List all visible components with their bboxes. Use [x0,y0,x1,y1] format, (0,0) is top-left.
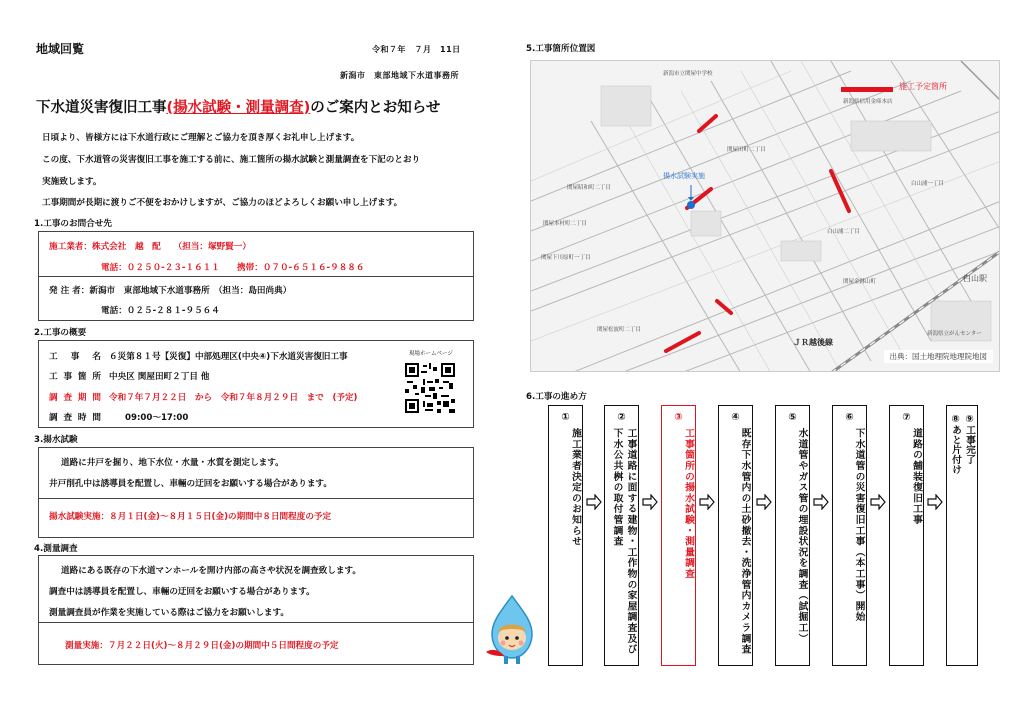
map-label: 関屋昭和町二丁目 [567,185,612,191]
survey-paragraph-1: 道路にある既存の下水道マンホールを開け内部の高さや状況を調査致します。 [61,566,361,576]
intro-paragraph-2b: 実施致します。 [42,177,102,187]
step-5: ⑤ 水道管やガス管の埋設状況を調査（試掘工） [775,405,810,666]
survey-paragraph-3: 測量調査員が作業を実施している際はご協力をお願いします。 [49,608,289,618]
map-label-station: 白山駅 [963,274,987,283]
map-label: 新潟県立がんセンター [927,331,982,337]
bulletin-label: 地域回覧 [36,42,85,56]
step-8-num: ⑧ [950,414,961,425]
map-label: 関屋松波町二丁目 [597,327,642,333]
arrow-right-icon [756,494,772,510]
section-survey-heading: 4.測量調査 [34,544,78,554]
title-highlight: (揚水試験・測量調査) [166,100,311,116]
map-legend: 施工予定箇所 [899,82,947,91]
client-line: 発 注 者：新潟市 東部地域下水道事務所 （担当：島田尚典） [49,286,292,296]
map-label: 白山浦一丁目 [911,181,945,187]
arrow-right-icon [699,494,715,510]
mascot-icon [482,594,542,666]
issue-date: 令和７年 ７月 11日 [372,45,461,54]
step-9-text: 工事完了 [964,425,975,465]
work-site-label: 工事箇所 [49,372,101,382]
map-label: 白山浦二丁目 [827,229,861,235]
survey-schedule: 測量実施：７月２２日(火)～８月２９日(金)の期間中５日間程度の予定 [65,641,339,651]
qr-label: 現場ホームページ [409,351,453,357]
step-3: ③ 工事箇所の揚水試験・測量調査 [661,405,696,666]
qr-code-icon[interactable] [405,363,455,413]
map-label: 新潟県信用金庫本店 [843,99,893,105]
pump-divider [39,498,473,499]
arrow-right-icon [586,494,602,510]
section-steps-heading: 6.工事の進め方 [526,392,587,402]
step-9-num: ⑨ [964,414,975,425]
step-8-9 [946,405,978,666]
step-2: ② 工事道路に面する建物・工作物の家屋調査及び下水公共桝の取付管調査 [604,405,639,666]
map-label: 関屋田町二丁目 [727,147,766,153]
arrow-right-icon [927,494,943,510]
arrow-right-icon [642,494,658,510]
section-pump-heading: 3.揚水試験 [34,435,78,445]
legend-line [841,87,893,92]
page-title [36,96,440,117]
survey-time-value: 09:00～17:00 [125,413,189,423]
location-map[interactable] [530,60,1000,372]
title-prefix: 下水道災害復旧工事 [36,100,167,116]
pump-test-label: 揚水試験実施 [663,172,705,180]
overview-box [38,340,474,428]
map-label: 関屋本村町二丁目 [543,221,588,227]
step-4: ④ 既存下水管内の土砂撤去・洗浄管内カメラ調査 [718,405,753,666]
step-7: ⑦ 道路の舗装復旧工事 [889,405,924,666]
work-name-value: ６災第８１号【災復】中部処理区(中央④)下水道災害復旧工事 [109,352,348,362]
pump-test-box [38,447,474,538]
map-label: 関屋下川原町一丁目 [541,255,591,261]
section-contact-heading: 1.工事のお問合せ先 [34,219,112,229]
map-label-railway: ＪＲ越後線 [793,338,833,347]
issuer: 新潟市 東部地域下水道事務所 [340,71,459,80]
survey-period-value: 令和７年７月２２日 から 令和７年８月２９日 まで (予定) [109,393,358,403]
arrow-right-icon [813,494,829,510]
contact-box [38,231,474,321]
survey-paragraph-2: 調査中は誘導員を配置し、車輛の迂回をお願いする場合があります。 [49,587,315,597]
survey-box [38,555,474,665]
work-name-label: 工事名 [49,352,101,362]
pump-paragraph-2: 井戸削孔中は誘導員を配置し、車輛の迂回をお願いする場合があります。 [49,479,332,489]
intro-paragraph-3: 工事期間が長期に渡りご不便をおかけしますが、ご協力のほどよろしくお願い申し上げます。 [42,198,403,208]
survey-period-label: 調査期間 [49,393,101,403]
title-suffix: のご案内とお知らせ [310,100,441,116]
map-label: 新潟市立関屋中学校 [663,71,713,77]
section-map-heading: 5.工事箇所位置図 [526,44,596,54]
work-site-value: 中央区 関屋田町２丁目 他 [109,372,210,382]
pump-paragraph-1: 道路に井戸を掘り、地下水位・水量・水質を測定します。 [61,458,284,468]
map-credit: 出典：国土地理院地理院地図 [884,350,994,363]
contractor-phone: 電話：０２５０-２３-１６１１ 携帯：０７０-６５１６-９８８６ [101,263,365,273]
step-1: ① 施工業者決定のお知らせ [548,405,583,666]
map-label: 関屋金鉢山町 [843,279,877,285]
contact-divider [39,276,473,277]
intro-paragraph-1: 日頃より、皆様方には下水道行政にご理解とご協力を頂き厚くお礼申し上げます。 [42,133,360,143]
pump-schedule: 揚水試験実施：８月１日(金)～８月１５日(金)の期間中８日間程度の予定 [49,512,332,522]
contractor-line: 施工業者：株式会社 越 配 （担当：塚野賢一） [49,242,251,252]
arrow-right-icon [870,494,886,510]
survey-divider [39,622,473,623]
client-phone: 電話：０２５-２８１-９５６４ [101,306,220,316]
section-overview-heading: 2.工事の概要 [34,328,87,338]
step-8-text: あと片付け [950,425,961,474]
intro-paragraph-2a: この度、下水道管の災害復旧工事を施工する前に、施工箇所の揚水試験と測量調査を下記のとおり [42,155,421,165]
step-6: ⑥ 下水道管の災害復旧工事（本工事）開始 [832,405,867,666]
survey-time-label: 調査時間 [49,413,101,423]
